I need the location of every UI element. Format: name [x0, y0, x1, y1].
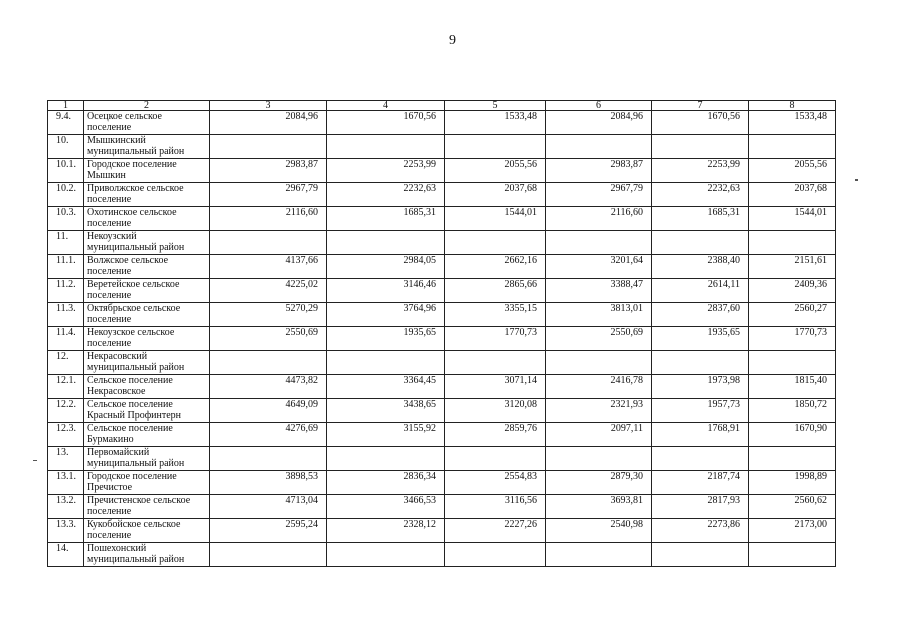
row-number: 10. — [48, 135, 84, 159]
row-name: Мышкинский муниципальный район — [84, 135, 210, 159]
value-cell: 2817,93 — [652, 495, 749, 519]
value-cell: 4649,09 — [210, 399, 327, 423]
row-name: Осецкое сельское поселение — [84, 111, 210, 135]
row-number: 10.1. — [48, 159, 84, 183]
value-cell — [749, 135, 836, 159]
row-number: 9.4. — [48, 111, 84, 135]
value-cell — [210, 351, 327, 375]
value-cell — [652, 447, 749, 471]
value-cell: 3764,96 — [327, 303, 445, 327]
row-name: Октябрьское сельское поселение — [84, 303, 210, 327]
value-cell — [327, 543, 445, 567]
value-cell: 2550,69 — [210, 327, 327, 351]
value-cell: 2614,11 — [652, 279, 749, 303]
row-number: 13. — [48, 447, 84, 471]
value-cell: 4137,66 — [210, 255, 327, 279]
row-name: Сельское поселение Бурмакино — [84, 423, 210, 447]
column-header: 7 — [652, 101, 749, 111]
row-number: 11.4. — [48, 327, 84, 351]
value-cell: 3813,01 — [546, 303, 652, 327]
value-cell: 2187,74 — [652, 471, 749, 495]
value-cell: 1850,72 — [749, 399, 836, 423]
value-cell: 2253,99 — [327, 159, 445, 183]
row-name: Охотинское сельское поселение — [84, 207, 210, 231]
value-cell: 2662,16 — [445, 255, 546, 279]
value-cell: 2983,87 — [210, 159, 327, 183]
value-cell — [652, 351, 749, 375]
table-row — [48, 303, 836, 327]
table-row — [48, 135, 836, 159]
row-name: Пречистенское сельское поселение — [84, 495, 210, 519]
value-cell: 1670,56 — [652, 111, 749, 135]
table-row — [48, 111, 836, 135]
table-row — [48, 399, 836, 423]
value-cell: 1544,01 — [749, 207, 836, 231]
value-cell: 3388,47 — [546, 279, 652, 303]
row-number: 11. — [48, 231, 84, 255]
value-cell: 1935,65 — [652, 327, 749, 351]
scan-speck — [33, 460, 37, 461]
value-cell — [445, 135, 546, 159]
value-cell: 3693,81 — [546, 495, 652, 519]
value-cell: 2273,86 — [652, 519, 749, 543]
row-number: 12.1. — [48, 375, 84, 399]
value-cell: 2253,99 — [652, 159, 749, 183]
value-cell: 4713,04 — [210, 495, 327, 519]
table-row — [48, 543, 836, 567]
value-cell: 2037,68 — [445, 183, 546, 207]
column-header: 2 — [84, 101, 210, 111]
row-number: 12.2. — [48, 399, 84, 423]
value-cell: 2416,78 — [546, 375, 652, 399]
value-cell — [749, 543, 836, 567]
value-cell: 2560,62 — [749, 495, 836, 519]
value-cell: 4473,82 — [210, 375, 327, 399]
row-number: 13.3. — [48, 519, 84, 543]
value-cell: 2055,56 — [749, 159, 836, 183]
value-cell: 2321,93 — [546, 399, 652, 423]
value-cell: 2151,61 — [749, 255, 836, 279]
value-cell: 2388,40 — [652, 255, 749, 279]
value-cell: 3466,53 — [327, 495, 445, 519]
value-cell — [546, 543, 652, 567]
value-cell: 2116,60 — [546, 207, 652, 231]
value-cell: 1770,73 — [445, 327, 546, 351]
value-cell: 2859,76 — [445, 423, 546, 447]
value-cell: 2097,11 — [546, 423, 652, 447]
value-cell: 1998,89 — [749, 471, 836, 495]
row-name: Сельское поселение Некрасовское — [84, 375, 210, 399]
value-cell: 2116,60 — [210, 207, 327, 231]
value-cell: 1957,73 — [652, 399, 749, 423]
value-cell: 3438,65 — [327, 399, 445, 423]
row-name: Первомайский муниципальный район — [84, 447, 210, 471]
value-cell — [445, 447, 546, 471]
value-cell: 2540,98 — [546, 519, 652, 543]
table-row — [48, 423, 836, 447]
value-cell — [445, 543, 546, 567]
table-row — [48, 183, 836, 207]
value-cell: 1815,40 — [749, 375, 836, 399]
table-row — [48, 447, 836, 471]
row-name: Веретейское сельское поселение — [84, 279, 210, 303]
value-cell: 3364,45 — [327, 375, 445, 399]
value-cell: 2837,60 — [652, 303, 749, 327]
value-cell: 2232,63 — [327, 183, 445, 207]
column-header: 8 — [749, 101, 836, 111]
row-number: 11.2. — [48, 279, 84, 303]
table-row — [48, 519, 836, 543]
table-row — [48, 351, 836, 375]
value-cell: 2554,83 — [445, 471, 546, 495]
value-cell — [749, 351, 836, 375]
table-row — [48, 495, 836, 519]
table-row — [48, 207, 836, 231]
table-row — [48, 231, 836, 255]
value-cell: 4225,02 — [210, 279, 327, 303]
table-row — [48, 255, 836, 279]
value-cell: 3898,53 — [210, 471, 327, 495]
row-name: Городское поселение Мышкин — [84, 159, 210, 183]
value-cell: 3071,14 — [445, 375, 546, 399]
value-cell: 2550,69 — [546, 327, 652, 351]
value-cell: 2984,05 — [327, 255, 445, 279]
table-row — [48, 279, 836, 303]
row-number: 11.1. — [48, 255, 84, 279]
value-cell: 2084,96 — [210, 111, 327, 135]
table-row — [48, 471, 836, 495]
value-cell — [652, 231, 749, 255]
value-cell: 2173,00 — [749, 519, 836, 543]
value-cell: 1544,01 — [445, 207, 546, 231]
value-cell — [210, 543, 327, 567]
scan-speck — [855, 179, 858, 181]
row-number: 13.1. — [48, 471, 84, 495]
value-cell: 3120,08 — [445, 399, 546, 423]
row-number: 12.3. — [48, 423, 84, 447]
value-cell — [652, 135, 749, 159]
value-cell: 1533,48 — [445, 111, 546, 135]
value-cell — [445, 231, 546, 255]
value-cell: 2409,36 — [749, 279, 836, 303]
value-cell — [546, 351, 652, 375]
table-row — [48, 327, 836, 351]
value-cell: 1670,56 — [327, 111, 445, 135]
value-cell: 2595,24 — [210, 519, 327, 543]
row-name: Городское поселение Пречистое — [84, 471, 210, 495]
row-number: 12. — [48, 351, 84, 375]
value-cell: 1770,73 — [749, 327, 836, 351]
value-cell — [546, 447, 652, 471]
value-cell: 3116,56 — [445, 495, 546, 519]
value-cell — [210, 135, 327, 159]
table-row — [48, 375, 836, 399]
row-name: Кукобойское сельское поселение — [84, 519, 210, 543]
value-cell: 1685,31 — [327, 207, 445, 231]
value-cell: 1768,91 — [652, 423, 749, 447]
row-name: Волжское сельское поселение — [84, 255, 210, 279]
value-cell — [327, 447, 445, 471]
row-name: Сельское поселение Красный Профинтерн — [84, 399, 210, 423]
value-cell — [327, 231, 445, 255]
value-cell: 2967,79 — [210, 183, 327, 207]
value-cell: 4276,69 — [210, 423, 327, 447]
value-cell: 2227,26 — [445, 519, 546, 543]
row-name: Приволжское сельское поселение — [84, 183, 210, 207]
page-number: 9 — [449, 33, 456, 48]
row-name: Некоузское сельское поселение — [84, 327, 210, 351]
column-header: 3 — [210, 101, 327, 111]
value-cell — [327, 135, 445, 159]
value-cell: 1670,90 — [749, 423, 836, 447]
value-cell: 3146,46 — [327, 279, 445, 303]
value-cell: 2967,79 — [546, 183, 652, 207]
row-name: Некоузский муниципальный район — [84, 231, 210, 255]
value-cell: 2836,34 — [327, 471, 445, 495]
value-cell: 2865,66 — [445, 279, 546, 303]
value-cell — [210, 231, 327, 255]
value-cell — [327, 351, 445, 375]
value-cell: 1685,31 — [652, 207, 749, 231]
column-header: 4 — [327, 101, 445, 111]
column-header: 6 — [546, 101, 652, 111]
row-number: 11.3. — [48, 303, 84, 327]
value-cell — [210, 447, 327, 471]
value-cell — [749, 447, 836, 471]
column-header: 1 — [48, 101, 84, 111]
value-cell: 3355,15 — [445, 303, 546, 327]
value-cell: 2879,30 — [546, 471, 652, 495]
value-cell: 5270,29 — [210, 303, 327, 327]
table-row — [48, 159, 836, 183]
value-cell — [546, 231, 652, 255]
value-cell — [749, 231, 836, 255]
data-table — [47, 100, 836, 567]
row-number: 10.2. — [48, 183, 84, 207]
value-cell: 2232,63 — [652, 183, 749, 207]
value-cell: 2328,12 — [327, 519, 445, 543]
value-cell: 2560,27 — [749, 303, 836, 327]
row-number: 10.3. — [48, 207, 84, 231]
value-cell: 1935,65 — [327, 327, 445, 351]
row-number: 13.2. — [48, 495, 84, 519]
header-row — [48, 101, 836, 111]
value-cell — [546, 135, 652, 159]
row-name: Некрасовский муниципальный район — [84, 351, 210, 375]
column-header: 5 — [445, 101, 546, 111]
value-cell: 2055,56 — [445, 159, 546, 183]
row-name: Пошехонский муниципальный район — [84, 543, 210, 567]
value-cell: 3201,64 — [546, 255, 652, 279]
row-number: 14. — [48, 543, 84, 567]
value-cell: 1533,48 — [749, 111, 836, 135]
value-cell: 2084,96 — [546, 111, 652, 135]
value-cell: 2037,68 — [749, 183, 836, 207]
value-cell: 1973,98 — [652, 375, 749, 399]
value-cell — [445, 351, 546, 375]
value-cell — [652, 543, 749, 567]
value-cell: 2983,87 — [546, 159, 652, 183]
value-cell: 3155,92 — [327, 423, 445, 447]
